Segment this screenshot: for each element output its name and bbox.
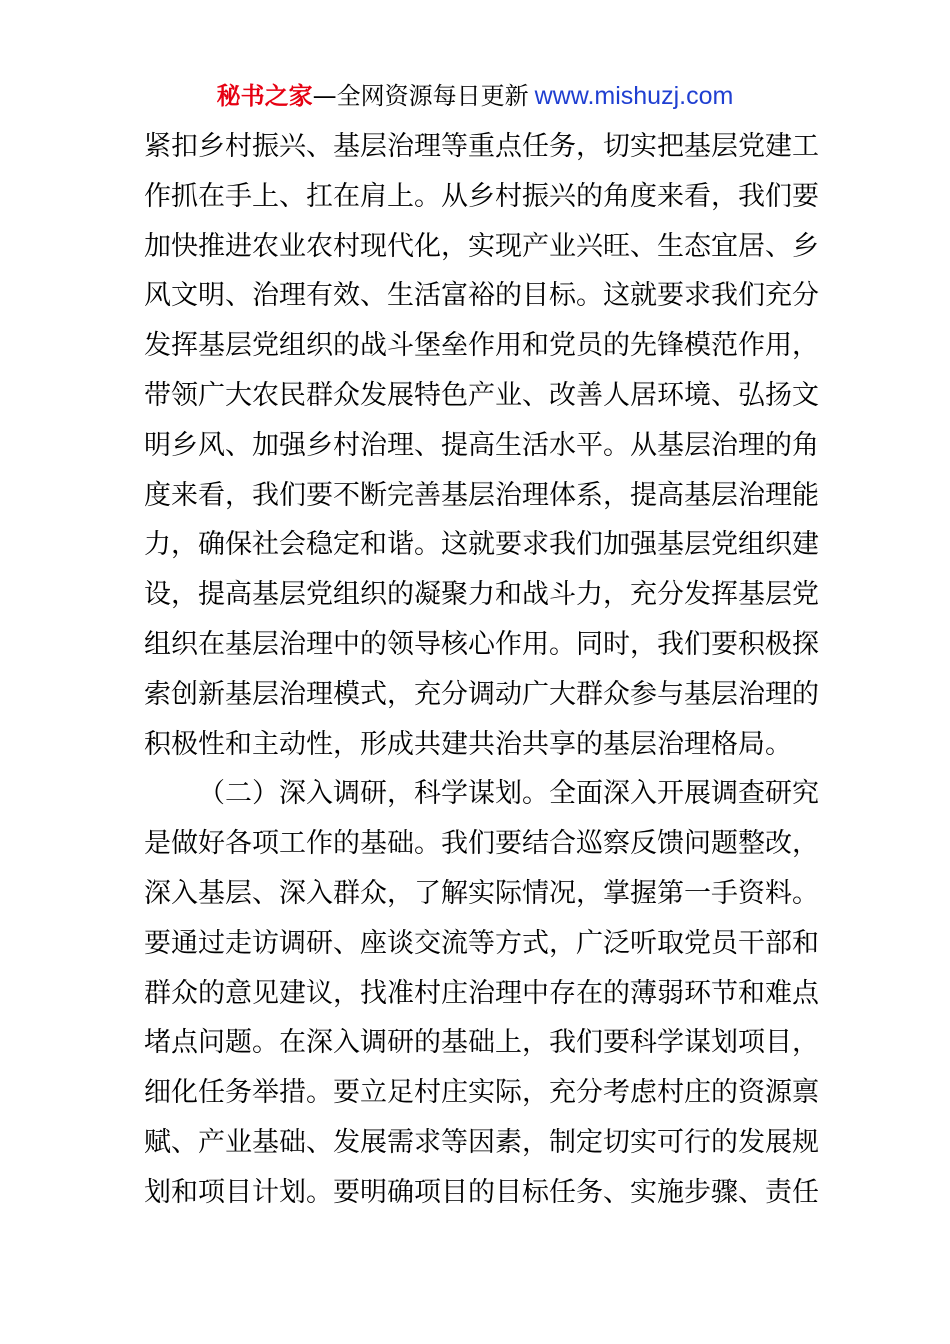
site-url-link[interactable]: www.mishuzj.com bbox=[534, 82, 734, 110]
text-line: 细化任务举措。要立足村庄实际，充分考虑村庄的资源禀 bbox=[144, 1077, 819, 1109]
text-line: 加快推进农业农村现代化，实现产业兴旺、生态宜居、乡 bbox=[144, 230, 819, 262]
text-line: 积极性和主动性，形成共建共治共享的基层治理格局。 bbox=[144, 728, 792, 760]
text-line: 设，提高基层党组织的凝聚力和战斗力，充分发挥基层党 bbox=[144, 579, 819, 611]
text-line: 赋、产业基础、发展需求等因素，制定切实可行的发展规 bbox=[144, 1126, 819, 1158]
text-line: 紧扣乡村振兴、基层治理等重点任务，切实把基层党建工 bbox=[144, 131, 819, 162]
text-line: 发挥基层党组织的战斗堡垒作用和党员的先锋模范作用， bbox=[144, 330, 819, 362]
text-line: 作抓在手上、扛在肩上。从乡村振兴的角度来看，我们要 bbox=[144, 180, 819, 212]
section-heading-line: （二）深入调研，科学谋划。全面深入开展调查研究 bbox=[198, 778, 819, 810]
text-line: 带领广大农民群众发展特色产业、改善人居环境、弘扬文 bbox=[144, 379, 819, 411]
text-line: 群众的意见建议，找准村庄治理中存在的薄弱环节和难点 bbox=[144, 977, 819, 1009]
text-line: 明乡风、加强乡村治理、提高生活水平。从基层治理的角 bbox=[144, 429, 819, 461]
site-brand: 秘书之家 bbox=[216, 82, 313, 110]
text-line: 力，确保社会稳定和谐。这就要求我们加强基层党组织建 bbox=[144, 529, 819, 561]
text-line: 组织在基层治理中的领导核心作用。同时，我们要积极探 bbox=[144, 628, 819, 660]
text-line: 索创新基层治理模式，充分调动广大群众参与基层治理的 bbox=[144, 678, 819, 710]
text-line: 堵点问题。在深入调研的基础上，我们要科学谋划项目， bbox=[144, 1027, 819, 1059]
document-body bbox=[144, 122, 824, 1218]
text-line: 深入基层、深入群众，了解实际情况，掌握第一手资料。 bbox=[144, 877, 819, 909]
site-tagline: —全网资源每日更新 bbox=[312, 82, 529, 110]
text-line: 是做好各项工作的基础。我们要结合巡察反馈问题整改， bbox=[144, 828, 819, 860]
text-line: 度来看，我们要不断完善基层治理体系，提高基层治理能 bbox=[144, 479, 819, 511]
text-line: 风文明、治理有效、生活富裕的目标。这就要求我们充分 bbox=[144, 280, 819, 312]
text-line: 划和项目计划。要明确项目的目标任务、实施步骤、责任 bbox=[144, 1176, 819, 1208]
text-line: 要通过走访调研、座谈交流等方式，广泛听取党员干部和 bbox=[144, 927, 819, 959]
site-header bbox=[0, 80, 950, 112]
